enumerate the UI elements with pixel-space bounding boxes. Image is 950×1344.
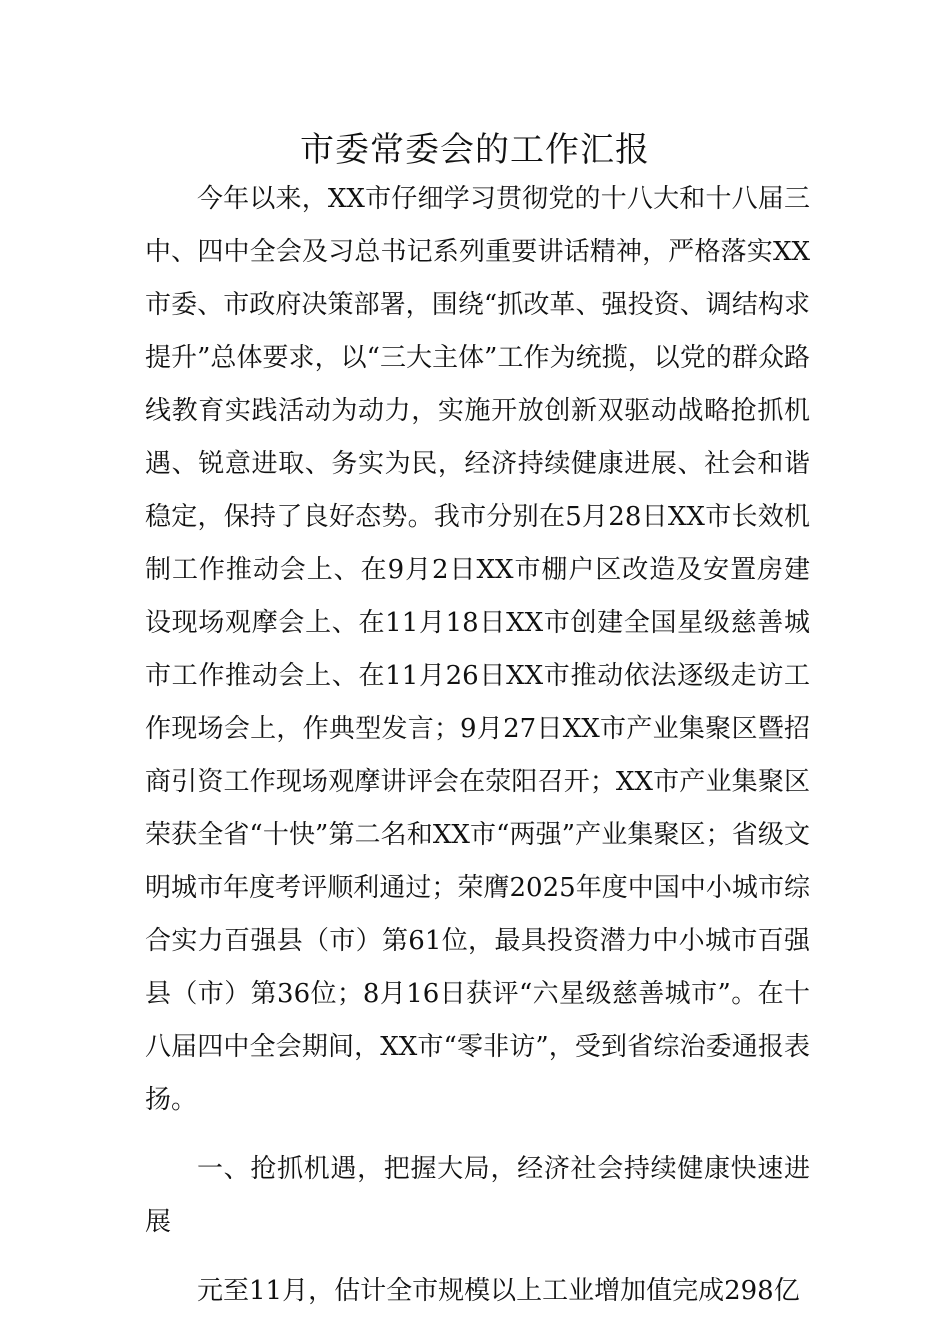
section-1-paragraph: 元至11月，估计全市规模以上工业增加值完成298亿 — [197, 1276, 800, 1306]
section-heading-1: 一、抢抓机遇，把握大局，经济社会持续健康快速进展 — [145, 1154, 810, 1237]
intro-paragraph: 今年以来，XX市仔细学习贯彻党的十八大和十八届三中、四中全会及习总书记系列重要讲话精神，严格落实XX市委、市政府决策部署，围绕“抓改革、强投资、调结构求提升”总体要求，以“三大主体”工作为统揽，以党的群众路线教育实践活动为动力，实施开放创新双驱动战略抢抓机遇、锐意进取、务实为民，经济持续健康进展、社会和谐稳定，保持了良好态势。我市分别在5月28日XX市长效机制工作推动会上、在9月2日XX市棚户区改造及安置房建设现场观摩会上、在11月18日XX市创建全国星级慈善城市工作推动会上、在11月26日XX市推动依法逐级走访工作现场会上，作典型发言；9月27日XX市产业集聚区暨招商引资工作现场观摩讲评会在荥阳召开；XX市产业集聚区荣获全省“十快”第二名和XX市“两强”产业集聚区；省级文明城市年度考评顺利通过；荣膺2025年度中国中小城市综合实力百强县（市）第61位，最具投资潜力中小城市百强县（市）第36位；8月16日获评“六星级慈善城市”。在十八届四中全会期间，XX市“零非访”，受到省综治委通报表扬。 — [145, 184, 810, 1115]
document-title: 市委常委会的工作汇报 — [300, 130, 650, 170]
document-body — [145, 173, 810, 1318]
